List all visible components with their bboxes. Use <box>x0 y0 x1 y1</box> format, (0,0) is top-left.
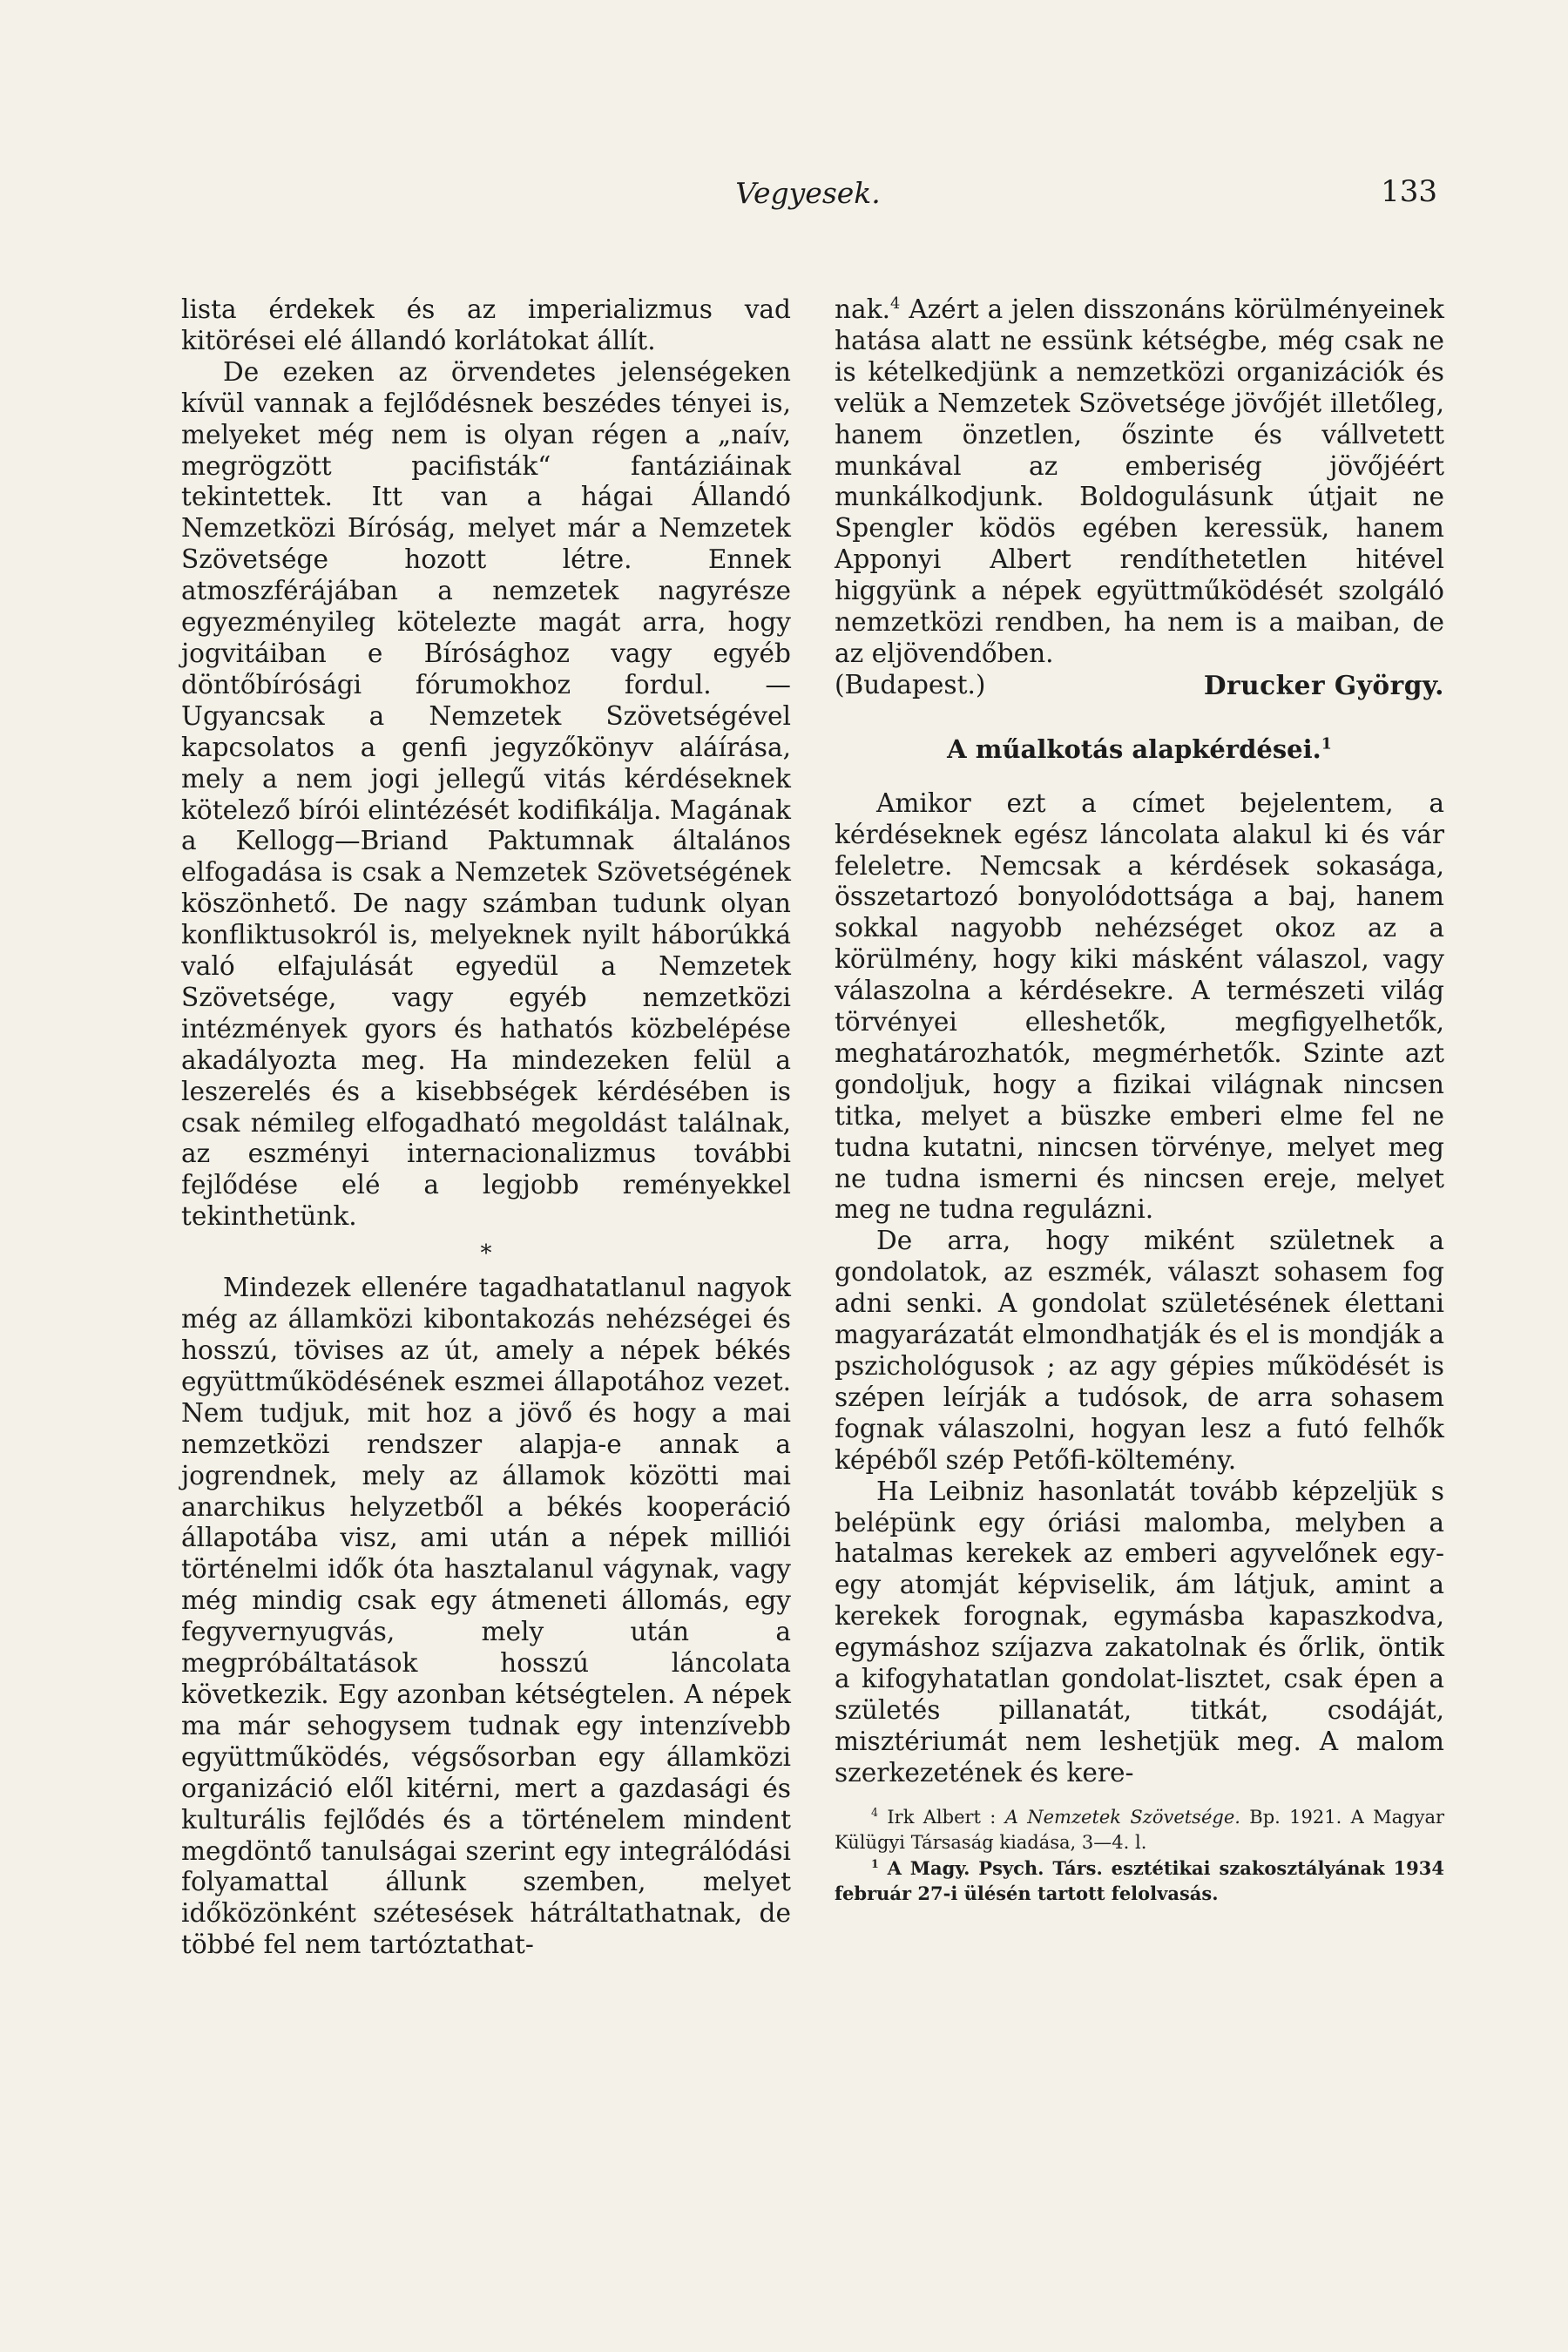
signoff-place: (Budapest.) <box>835 669 986 700</box>
paragraph: lista érdekek és az imperializmus vad kitörései elé állandó korlátokat állít. <box>181 294 791 355</box>
paragraph: Mindezek ellenére tagadhatatlanul nagyok még az államközi kibontakozás nehézségei és hosszú, tövises az út, amely a népek békés együttműködésének eszmei állapotához vezet. Nem tudjuk, mit hoz a jövő és hogy a mai nemzetközi rendszer alapja-e annak a jogrendnek, mely az államok közötti mai anarchikus helyzetből a békés kooperáció állapotába visz, ami után a népek milliói történelmi idők óta hasztalanul vágynak, vagy még mindig csak egy átmeneti állomás, egy fegyvernyugvás, mely után a megpróbáltatások hosszú láncolata következik. Egy azonban kétségtelen. A népek ma már sehogysem tudnak egy intenzívebb együttműködés, végsősorban egy államközi organizáció elől kitérni, mert a gazdasági és kulturális fejlődés és a történelem mindent megdöntő tanulságai szerint egy integrálódási folyamattal állunk szemben, melyet időközönként szétesések hátráltathatnak, de többé fel nem tartóztathat- <box>181 1273 791 1960</box>
footnote-author: Irk Albert : <box>887 1806 997 1828</box>
running-head <box>179 171 1437 214</box>
paragraph: Amikor ezt a címet bejelentem, a kérdéseknek egész láncolata alakul ki és vár feleletre. Nemcsak a kérdések sokasága, összetartozó bonyolódottsága a baj, hanem sokkal nagyobb nehézséget okoz az a körülmény, hogy kiki másként válaszol, vagy válaszolna a kérdésekre. A természeti világ törvényei elleshetők, megfigyelhetők, meghatározhatók, megmérhetők. Szinte azt gondoljuk, hogy a fizikai világnak nincsen titka, melyet a büszke emberi elme fel ne tudna kutatni, nincsen törvénye, melyet meg ne tudna ismerni és nincsen ereje, melyet meg ne tudna regulázni. <box>835 787 1444 1225</box>
paragraph: De ezeken az örvendetes jelenségeken kívül vannak a fejlődésnek beszédes tényei is, melyeket még nem is olyan régen a „naív, megrögzött pacifisták“ fantáziáinak tekintettek. Itt van a hágai Állandó Nemzetközi Bíróság, melyet már a Nemzetek Szövetsége hozott létre. Ennek atmoszférájában a nemzetek nagyrésze egyezményileg kötelezte magát arra, hogy jogvitáiban e Bírósághoz vagy egyéb döntőbírósági fórumokhoz fordul. — Ugyancsak a Nemzetek Szövetségével kapcsolatos a genfi jegyzőkönyv aláírása, mely a nem jogi jellegű vitás kérdéseknek kötelező bírói elintézését kodifikálja. Magának a Kellogg—Briand Paktumnak általános elfogadása is csak a Nemzetek Szövetségének köszönhető. De nagy számban tudunk olyan konfliktusokról is, melyeknek nyilt háborúkká való elfajulását egyedül a Nemzetek Szövetsége, vagy egyéb nemzetközi intézmények gyors és hathatós közbelépése akadályozta meg. Ha mindezeken felül a leszerelés és a kisebbségek kérdésében is csak némileg elfogadható megoldást találnak, az eszményi internacionalizmus további fejlődése elé a legjobb reményekkel tekinthetünk. <box>181 356 791 1232</box>
right-column <box>835 294 1444 1906</box>
left-column <box>181 294 791 1961</box>
footnote-mark: 4 <box>871 1805 879 1819</box>
footnote-1 <box>835 1855 1444 1906</box>
paragraph-rest: Azért a jelen disszonáns körülményeinek hatása alatt ne essünk kétségbe, még csak ne is kételkedjünk a nemzetközi organizációk és velük a Nemzetek Szövetsége jövőjét illetőleg, hanem önzetlen, őszinte és vállvetett munkával az emberiség jövőjéért munkálkodjunk. Boldogulásunk útjait ne Spengler ködös egében keressük, hanem Apponyi Albert rendíthetetlen hitével higgyünk a népek együttműködését szolgáló nemzetközi rendben, ha nem is a maiban, de az eljövendőben. <box>835 294 1444 668</box>
signoff-author: Drucker György. <box>1203 669 1444 700</box>
paragraph-start: nak. <box>835 294 891 324</box>
footnotes <box>835 1805 1444 1906</box>
article-title <box>835 734 1444 766</box>
footnote-rest: Bp. 1921. A Magyar Külügyi Társaság kiadása, 3—4. l. <box>835 1806 1444 1853</box>
section-divider: * <box>480 1240 492 1267</box>
paragraph <box>835 294 1444 670</box>
footnote-ref: 1 <box>1321 735 1332 754</box>
footnote-mark: 1 <box>871 1856 879 1870</box>
paragraph: Ha Leibniz hasonlatát tovább képzeljük s belépünk egy óriási malomba, melyben a hatalmas kerekek az emberi agyvelőnek egy-egy atomját képviselik, ám látjuk, amint a kerekek forognak, egymásba kapaszkodva, egymáshoz szíjazva zakatolnak és őrlik, öntik a kifogyhatatlan gondolat-lisztet, csak épen a születés pillanatát, titkát, csodáját, misztériumát nem leshetjük meg. A malom szerkezetének és kere- <box>835 1476 1444 1788</box>
footnote-text: A Magy. Psych. Társ. esztétikai szakosztályának 1934 február 27-i ülésén tartott felolvasás. <box>835 1856 1445 1904</box>
running-title: Vegyesek. <box>735 176 881 210</box>
footnote-ref: 4 <box>890 295 901 314</box>
page-number: 133 <box>1381 174 1437 209</box>
paragraph: De arra, hogy miként születnek a gondolatok, az eszmék, választ sohasem fog adni senki. A gondolat születésének élettani magyarázatát elmondhatják és el is mondják a pszichológusok ; az agy gépies működését is szépen leírják a tudósok, de arra sohasem fognak válaszolni, hogyan lesz a futó felhők képéből szép Petőfi-költemény. <box>835 1226 1444 1475</box>
footnote-title: A Nemzetek Szövetsége. <box>1004 1806 1240 1828</box>
signoff <box>835 670 1444 701</box>
article-title-text: A műalkotás alapkérdései. <box>947 733 1321 764</box>
footnote-4 <box>835 1805 1444 1855</box>
